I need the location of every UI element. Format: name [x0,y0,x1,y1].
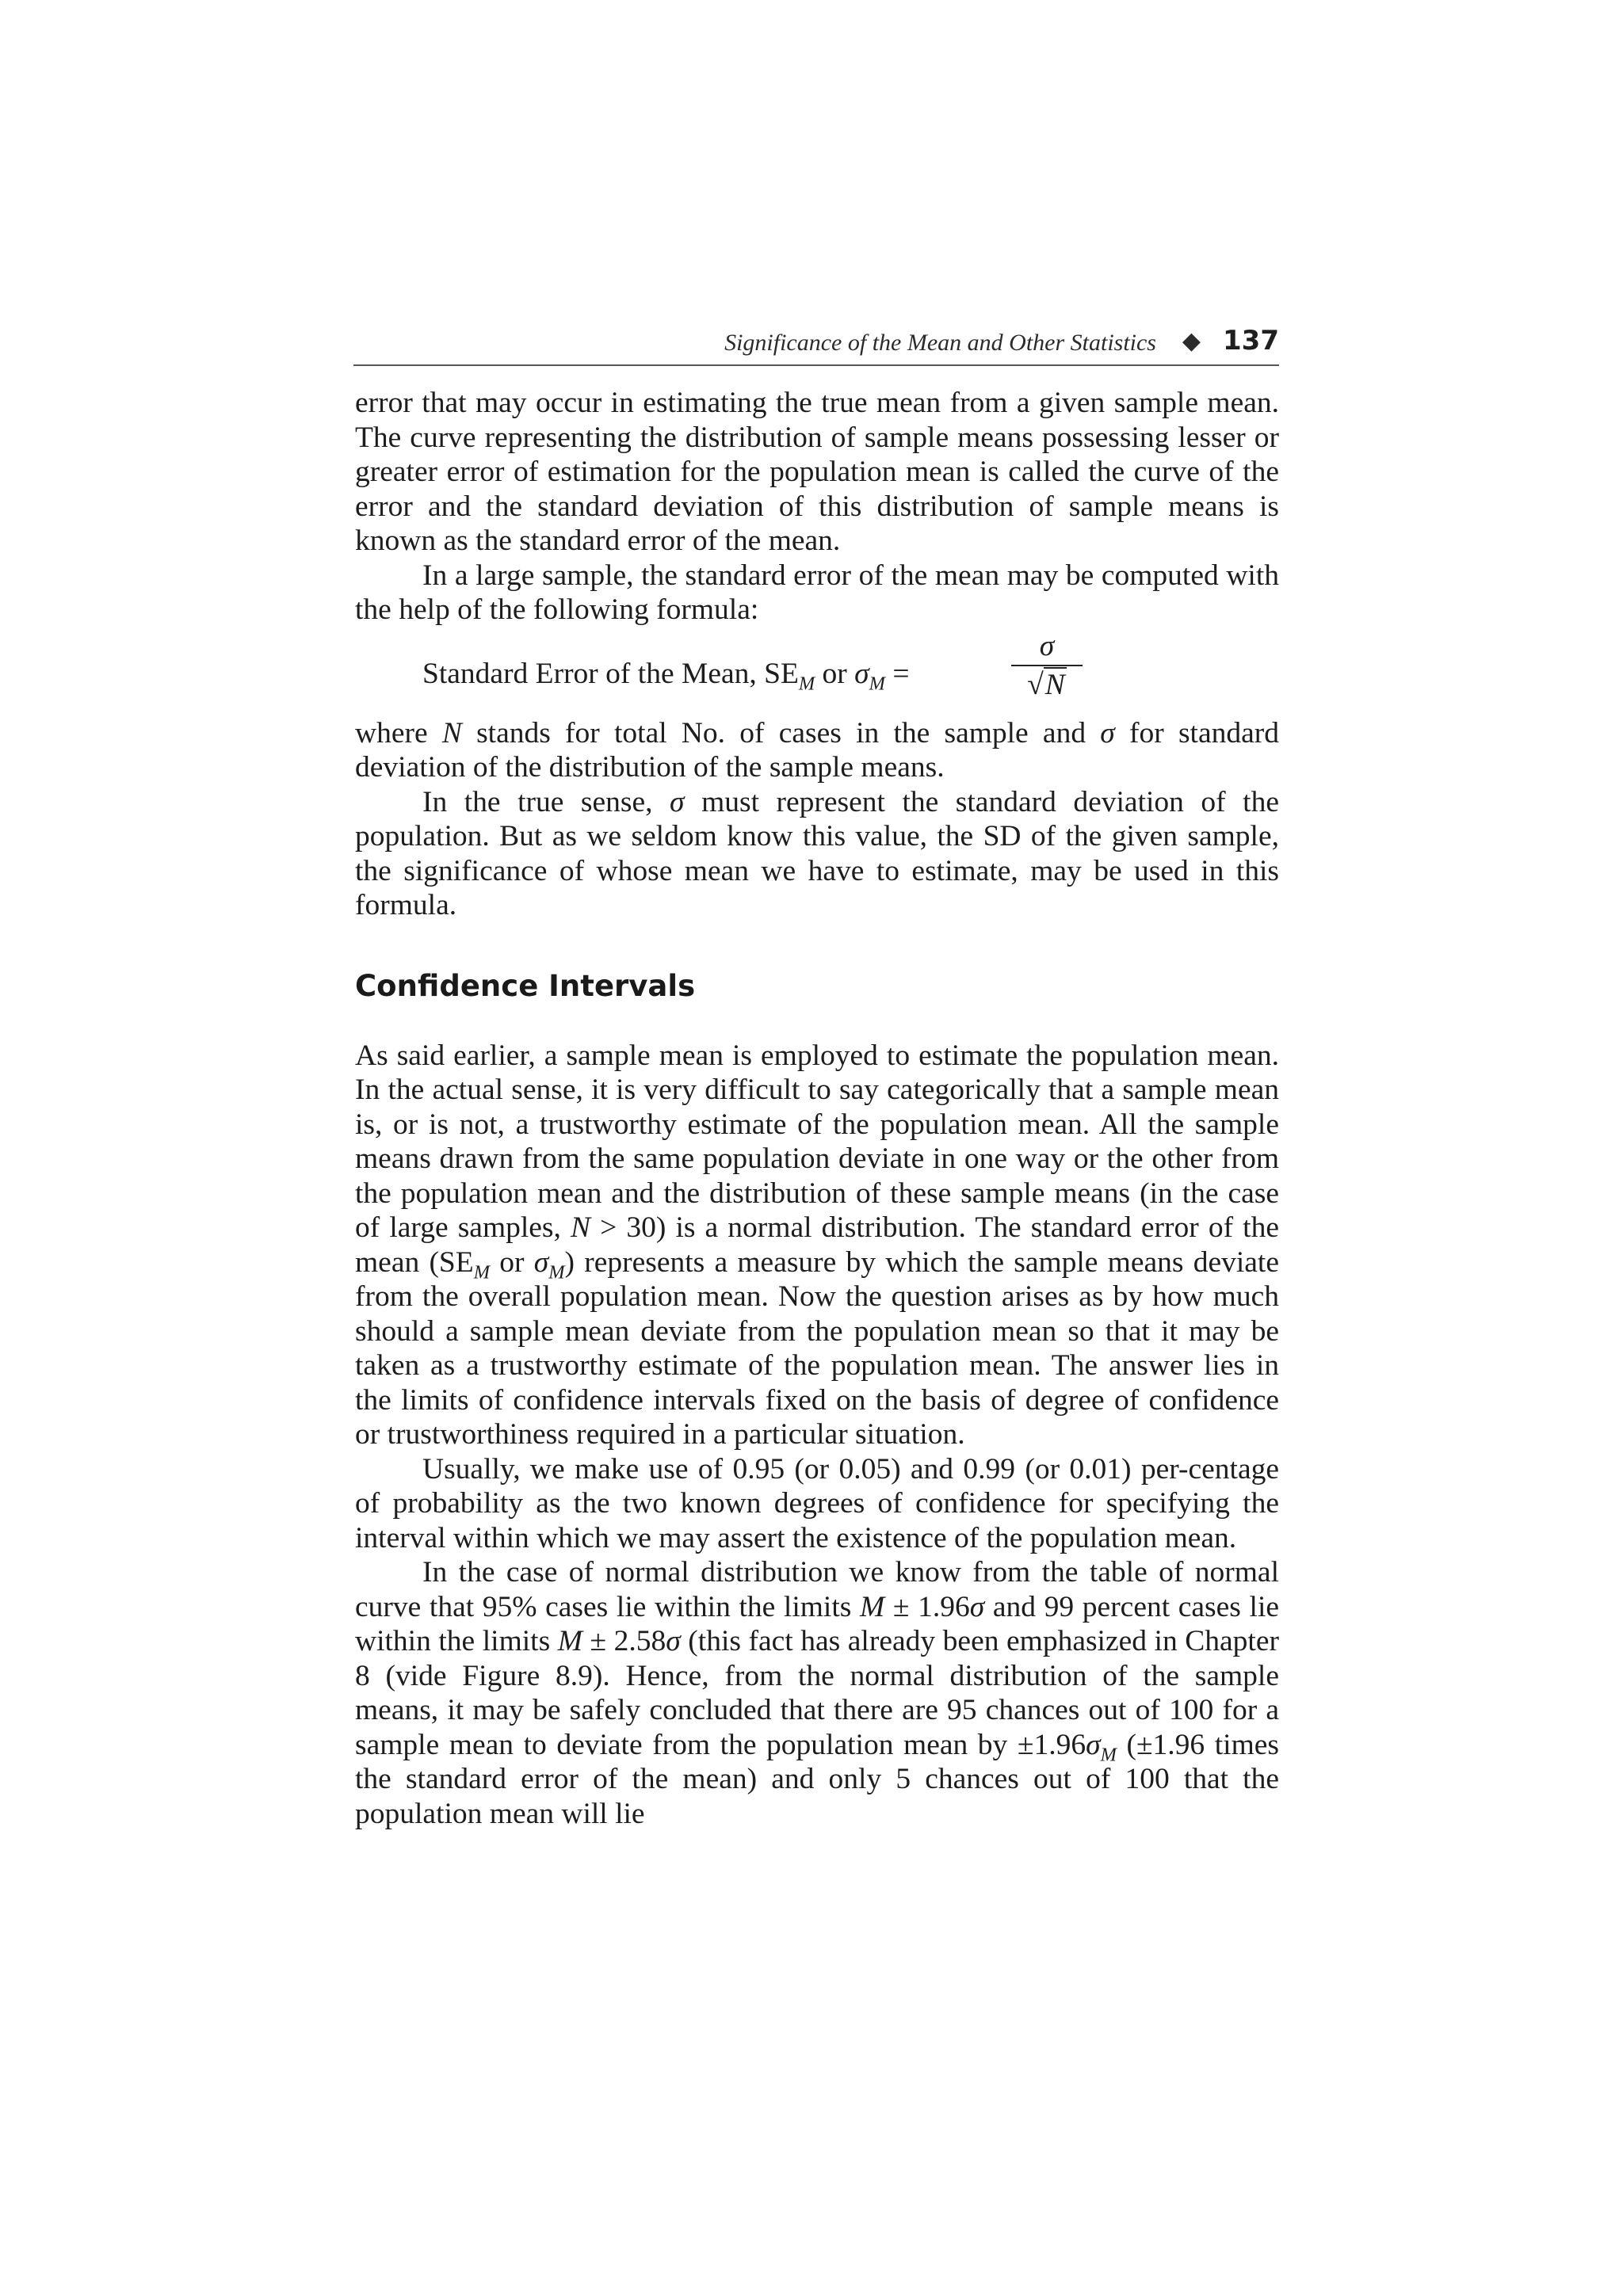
text-run: In the true sense, [422,785,670,818]
text-run: As said earlier, a sample mean is employed to estimate the population mean. In the actual sense, it is very difficult to say categorically that a sample mean is, or is not, a trustworthy estimate of the population mean. All the sample means drawn from the same population deviate in one way or the other from the population mean and the distribution of these sample means (in the case of large samples, [355,1039,1279,1244]
math-symbol: M [860,1590,885,1623]
text-run: must represent the standard deviation of the population. But as we seldom know this value, the SD of the given sample, the significance of whose mean we have to estimate, may be used in this formula. [355,785,1279,921]
paragraph-1: error that may occur in estimating the true mean from a given sample mean. The curve representing the distribution of sample means possessing lesser or greater error of estimation for the population mean is called the curve of the error and the standard deviation of this distribution of sample means is known as the standard error of the mean. [355,387,1279,557]
text-run: stands for total No. of cases in the sample and [461,716,1101,749]
page-body [355,386,1279,1831]
running-title: Significance of the Mean and Other Statistics [724,330,1156,356]
text-run: where [355,716,442,749]
formula-or: or [815,657,855,690]
text-run: (±1.96 times the standard error of the mean) and only 5 chances out of 100 that the population mean will lie [355,1728,1279,1830]
formula-lhs [422,657,910,692]
standard-error-formula [355,627,1279,716]
math-subscript: M [1100,1744,1117,1765]
text-run: ± 2.58 [582,1625,666,1657]
math-subscript: M [548,1261,565,1283]
formula-sigma: σ [854,657,869,690]
formula-denominator [1011,668,1083,703]
paragraph-5 [355,1039,1279,1452]
formula-equals: = [884,657,910,690]
section-heading: Confidence Intervals [355,968,696,1003]
text-run: > 30) is a normal distribution. The standard error of the mean (SE [355,1211,1279,1279]
paragraph-3 [355,716,1279,785]
text-run: In the case of normal distribution we know from the table of normal curve that 95% cases lie within the limits [355,1556,1279,1623]
text-run: or [490,1245,534,1279]
text-run: ± 1.96 [884,1590,970,1623]
text-run: ) represents a measure by which the sample means deviate from the overall population mean. Now the question arises as by how much should a sample mean deviate from the population mean so that it may be taken as a trustworthy estimate of the population mean. The answer lies in the limits of confidence intervals fixed on the basis of degree of confidence or trustworthiness required in a particular situation. [355,1245,1279,1451]
math-symbol: N [571,1211,591,1244]
page-number: 137 [1223,325,1279,357]
math-symbol: σ [1100,716,1115,749]
paragraph-4 [355,785,1279,923]
paragraph-2: In a large sample, the standard error of the mean may be computed with the help of the following formula: [355,559,1279,626]
math-symbol: σ [533,1245,549,1279]
math-symbol: σ [670,785,685,818]
text-run: and 99 percent cases lie within the limits [355,1590,1280,1657]
text-run: (this fact has already been emphasized in Chapter 8 (vide Figure 8.9). Hence, from the normal distribution of the sample means, it may be safely concluded that there are 95 chances out of 100 for a sample mean to deviate from the population mean by ±1.96 [355,1625,1279,1761]
text-run: for standard deviation of the distribution of the sample means. [355,716,1279,784]
math-symbol: N [441,716,462,749]
math-symbol: M [557,1625,582,1657]
paragraph-7 [355,1555,1279,1831]
math-symbol: σ [666,1625,681,1657]
formula-numerator: σ [1039,629,1055,662]
fraction-bar [1011,665,1083,666]
formula-label: Standard Error of the Mean, SE [422,657,799,690]
formula-label-subscript: M [798,673,815,694]
diamond-icon: ◆ [1182,328,1201,354]
paragraph-6: Usually, we make use of 0.95 (or 0.05) and 0.99 (or 0.01) per-centage of probability as the two known degrees of confidence for specifying the interval within which we may assert the existence of the population mean. [355,1452,1279,1554]
math-subscript: M [473,1261,490,1283]
running-head [353,325,1279,366]
math-symbol: σ [969,1590,985,1623]
sqrt-icon: √ [1027,668,1044,701]
formula-denominator-arg: N [1044,668,1065,701]
formula-sigma-subscript: M [869,673,885,694]
formula-fraction [1011,631,1083,703]
math-symbol: σ [1086,1728,1101,1761]
